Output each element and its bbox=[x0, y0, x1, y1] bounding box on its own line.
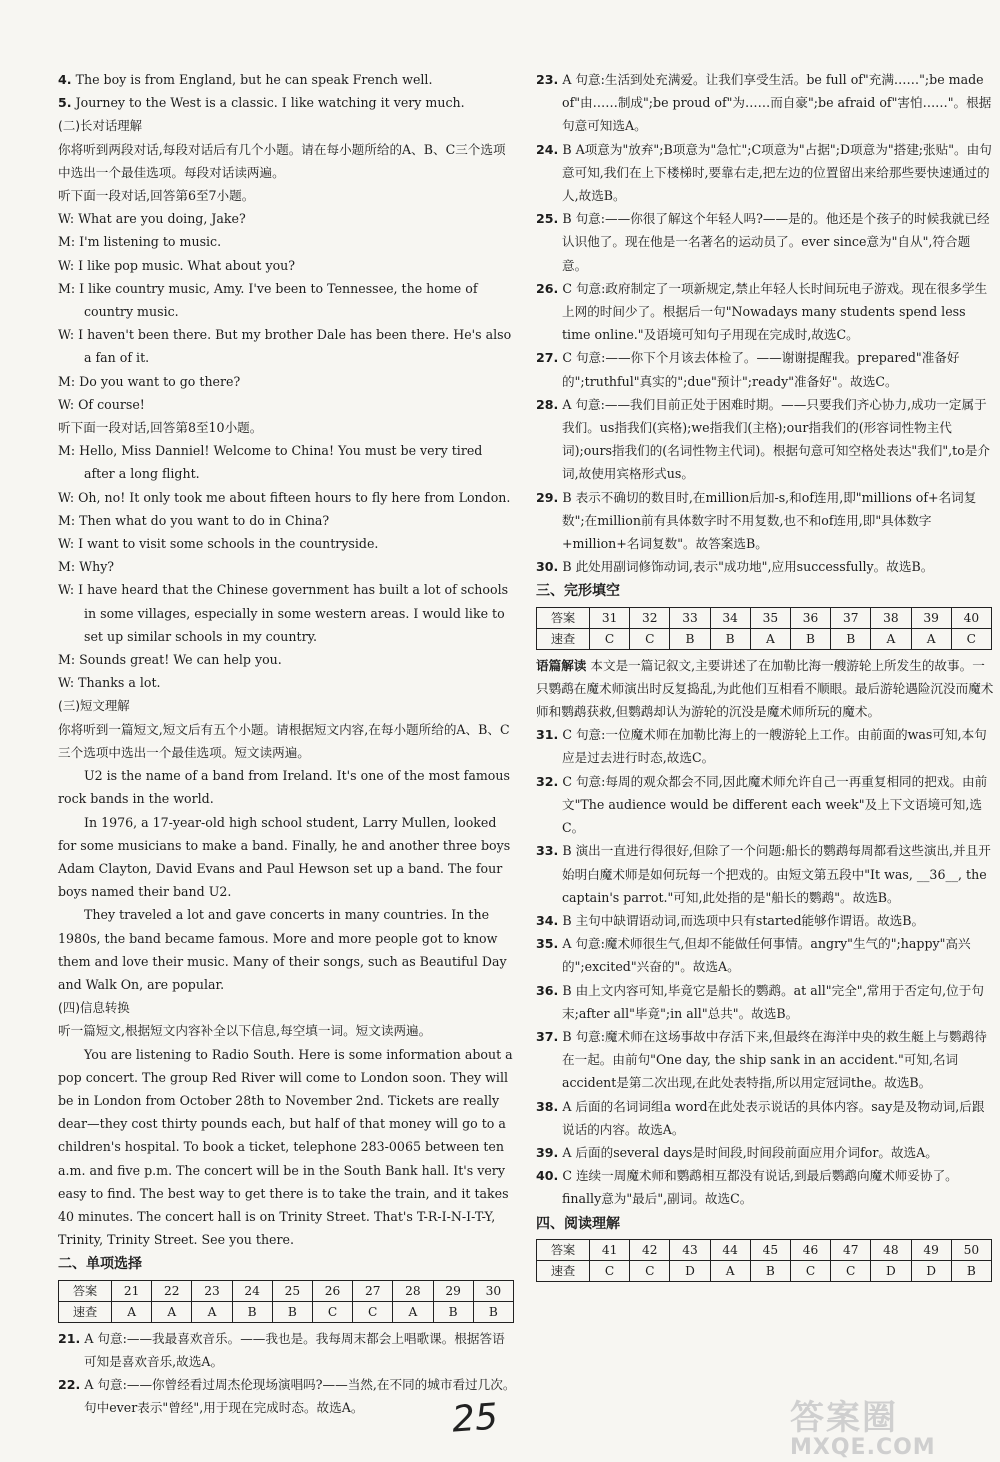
answer-explanation bbox=[536, 207, 994, 277]
item-number: 31. bbox=[536, 727, 559, 743]
item-number: 40. bbox=[536, 1168, 559, 1184]
dialogue-line bbox=[58, 277, 516, 323]
question-number-cell: 48 bbox=[871, 1239, 911, 1260]
answer-table bbox=[536, 1239, 992, 1282]
item-text: The boy is from England, but he can speak French well. bbox=[71, 72, 433, 87]
item-text: A 句意:——你曾经看过周杰伦现场演唱吗?——当然,在不同的城市看过几次。句中ever表示"曾经",用于现在完成时态。故选A。 bbox=[80, 1376, 516, 1416]
item-text: B 句意:——你很了解这个年轻人吗?——是的。他还是个孩子的时候我就已经认识他了。现在他是一名著名的运动员了。ever since意为"自从",符合题意。 bbox=[558, 211, 990, 273]
question-number-cell: 37 bbox=[831, 607, 871, 628]
answer-table bbox=[536, 607, 992, 650]
table-row bbox=[537, 607, 992, 628]
answer-cell: A bbox=[192, 1301, 232, 1322]
item-number: 27. bbox=[536, 350, 559, 366]
answer-explanation bbox=[536, 138, 994, 208]
item-number: 23. bbox=[536, 72, 559, 87]
item-text: W: I haven't been there. But my brother Dale has been there. He's also a fan of it. bbox=[58, 327, 512, 366]
item-text: B 演出一直进行得很好,但除了一个问题:船长的鹦鹉每周都看这些演出,并且开始明白魔术师是如何玩每一个把戏的。由短文第五段中"It was, __36__, the captain's parrot."可知,此处指的是"船长的鹦鹉"。故选B。 bbox=[558, 843, 991, 905]
question-number-cell: 49 bbox=[911, 1239, 951, 1260]
answer-explanation bbox=[536, 1025, 994, 1095]
answer-cell: C bbox=[312, 1301, 352, 1322]
item-text: M: Why? bbox=[58, 559, 115, 575]
answer-cell: A bbox=[152, 1301, 192, 1322]
question-number-cell: 50 bbox=[951, 1239, 991, 1260]
answer-cell: B bbox=[831, 628, 871, 649]
table-row bbox=[537, 1239, 992, 1260]
dialogue-line bbox=[58, 370, 516, 393]
dialogue-line bbox=[58, 509, 516, 532]
answer-cell: B bbox=[951, 1260, 991, 1281]
answer-explanation bbox=[536, 555, 994, 578]
item-text: (三)短文理解 bbox=[58, 698, 130, 714]
dialogue-line bbox=[58, 486, 516, 509]
question-number-cell: 29 bbox=[433, 1280, 473, 1301]
question-number-cell: 31 bbox=[590, 607, 630, 628]
answer-cell: A bbox=[911, 628, 951, 649]
answer-explanation bbox=[58, 91, 516, 114]
table-row bbox=[59, 1280, 514, 1301]
item-text: B 此处用副词修饰动词,表示"成功地",应用successfully。故选B。 bbox=[558, 559, 934, 575]
item-number: 5. bbox=[58, 95, 72, 111]
dialogue-line bbox=[58, 207, 516, 230]
passage-paragraph bbox=[58, 903, 516, 996]
dialogue-line bbox=[58, 254, 516, 277]
question-number-cell: 33 bbox=[670, 607, 710, 628]
row-label: 速查 bbox=[537, 1260, 590, 1281]
item-text: Journey to the West is a classic. I like watching it very much. bbox=[71, 95, 465, 111]
answer-explanation bbox=[536, 277, 994, 347]
item-text: A 后面的名词词组a word在此处表示说话的具体内容。say是及物动词,后跟说话的内容。故选A。 bbox=[558, 1098, 985, 1137]
row-label: 答案 bbox=[537, 607, 590, 628]
instruction-paragraph bbox=[536, 654, 994, 724]
dialogue-line bbox=[58, 393, 516, 416]
dialogue-line bbox=[58, 439, 516, 485]
question-number-cell: 43 bbox=[670, 1239, 710, 1260]
page-number: 25 bbox=[450, 1396, 500, 1441]
question-number-cell: 24 bbox=[232, 1280, 272, 1301]
right-column bbox=[536, 68, 994, 1286]
answer-cell: B bbox=[473, 1301, 513, 1322]
answer-cell: C bbox=[353, 1301, 393, 1322]
item-text: M: Sounds great! We can help you. bbox=[58, 652, 282, 668]
dialogue-line bbox=[58, 323, 516, 369]
answer-cell: C bbox=[630, 1260, 670, 1281]
answer-cell: D bbox=[871, 1260, 911, 1281]
item-number: 26. bbox=[536, 280, 559, 296]
answer-explanation bbox=[536, 909, 994, 932]
question-number-cell: 32 bbox=[630, 607, 670, 628]
item-text: C 句意:——你下个月该去体检了。——谢谢提醒我。prepared"准备好的";truthful"真实的";due"预计";ready"准备好"。故选C。 bbox=[558, 350, 960, 389]
answer-cell: A bbox=[750, 628, 790, 649]
passage-tag: 语篇解读 bbox=[536, 657, 587, 673]
watermark-logo bbox=[790, 1390, 990, 1460]
question-number-cell: 45 bbox=[750, 1239, 790, 1260]
item-text: U2 is the name of a band from Ireland. It's one of the most famous rock bands in the world. bbox=[58, 768, 510, 807]
item-text: B A项意为"放弃";B项意为"急忙";C项意为"占据";D项意为"搭建;张贴"。由句意可知,我们在上下楼梯时,要靠右走,把左边的位置留出来给那些要快速通过的人,故选B。 bbox=[558, 141, 992, 204]
item-number: 21. bbox=[58, 1330, 81, 1346]
item-text: M: I'm listening to music. bbox=[58, 234, 222, 250]
item-text: 本文是一篇记叙文,主要讲述了在加勒比海一艘游轮上所发生的故事。一只鹦鹉在魔术师演出时反复捣乱,为此他们互相看不顺眼。最后游轮遇险沉没而魔术师和鹦鹉获救,但鹦鹉却认为游轮的沉没是魔术师所玩的魔术。 bbox=[536, 657, 994, 720]
item-text: M: I like country music, Amy. I've been to Tennessee, the home of country music. bbox=[58, 280, 478, 320]
passage-paragraph bbox=[58, 764, 516, 810]
answer-cell: A bbox=[871, 628, 911, 649]
answer-explanation bbox=[536, 932, 994, 978]
question-number-cell: 25 bbox=[272, 1280, 312, 1301]
question-number-cell: 44 bbox=[710, 1239, 750, 1260]
dialogue-line bbox=[58, 671, 516, 694]
item-text: A 句意:生活到处充满爱。让我们享受生活。be full of"充满……";be made of"由……制成";be proud of"为……而自豪";be afraid of"害怕……"。根据句意可知选A。 bbox=[558, 72, 992, 134]
answer-cell: A bbox=[393, 1301, 433, 1322]
item-text: A 句意:——我最喜欢音乐。——我也是。我每周末都会上唱歌课。根据答语可知是喜欢音乐,故选A。 bbox=[80, 1330, 505, 1369]
instruction-paragraph bbox=[58, 718, 516, 764]
question-number-cell: 38 bbox=[871, 607, 911, 628]
table-row bbox=[537, 1260, 992, 1281]
item-text: M: Hello, Miss Danniel! Welcome to China! You must be very tired after a long flight. bbox=[58, 443, 483, 482]
item-text: M: Do you want to go there? bbox=[58, 373, 241, 389]
item-number: 4. bbox=[58, 72, 72, 87]
item-number: 33. bbox=[536, 843, 559, 859]
item-text: They traveled a lot and gave concerts in many countries. In the 1980s, the band became famous. More and more people got to know them and love their music. Many of their songs, such as Beautiful Day and Walk On, are popular. bbox=[58, 907, 507, 992]
item-text: B 由上文内容可知,毕竟它是船长的鹦鹉。at all"完全",常用于否定句,位于句末;after all"毕竟";in all"总共"。故选B。 bbox=[558, 982, 984, 1021]
watermark-line1: 答案圈 bbox=[790, 1398, 898, 1438]
answer-table bbox=[58, 1280, 514, 1323]
answer-cell: B bbox=[272, 1301, 312, 1322]
answer-explanation bbox=[58, 1373, 516, 1419]
item-number: 37. bbox=[536, 1028, 559, 1044]
subsection-heading bbox=[58, 694, 516, 717]
item-text: W: What are you doing, Jake? bbox=[58, 211, 246, 227]
item-text: 你将听到两段对话,每段对话后有几个小题。请在每小题所给的A、B、C三个选项中选出一个最佳选项。每段对话读两遍。 bbox=[58, 141, 506, 180]
answer-explanation bbox=[536, 68, 994, 138]
question-number-cell: 42 bbox=[630, 1239, 670, 1260]
answer-cell: C bbox=[831, 1260, 871, 1281]
answer-cell: C bbox=[790, 1260, 830, 1281]
item-text: B 表示不确切的数目时,在million后加-s,和of连用,即"millions of+名词复数";在million前有具体数字时不用复数,也不和of连用,即"具体数字+million+名词复数"。故答案选B。 bbox=[558, 489, 977, 552]
item-number: 35. bbox=[536, 936, 559, 952]
dialogue-line bbox=[58, 578, 516, 648]
item-text: 你将听到一篇短文,短文后有五个小题。请根据短文内容,在每小题所给的A、B、C三个选项中选出一个最佳选项。短文读两遍。 bbox=[58, 721, 510, 760]
item-number: 24. bbox=[536, 141, 559, 157]
answer-cell: A bbox=[112, 1301, 152, 1322]
answer-cell: C bbox=[630, 628, 670, 649]
question-number-cell: 34 bbox=[710, 607, 750, 628]
question-number-cell: 39 bbox=[911, 607, 951, 628]
table-row bbox=[537, 628, 992, 649]
answer-cell: B bbox=[790, 628, 830, 649]
item-number: 38. bbox=[536, 1098, 559, 1114]
question-number-cell: 23 bbox=[192, 1280, 232, 1301]
section-heading bbox=[536, 580, 994, 603]
item-text: W: I like pop music. What about you? bbox=[58, 257, 296, 273]
answer-explanation bbox=[58, 1327, 516, 1373]
question-number-cell: 22 bbox=[152, 1280, 192, 1301]
question-number-cell: 47 bbox=[831, 1239, 871, 1260]
question-number-cell: 27 bbox=[353, 1280, 393, 1301]
item-number: 32. bbox=[536, 773, 559, 789]
item-text: A 句意:——我们目前正处于困难时期。——只要我们齐心协力,成功一定属于我们。us指我们(宾格);we指我们(主格);our指我们的(形容词性物主代词);ours指我们的(名词性物主代词)。根据句意可知空格处表达"我们",to是介词,故使用宾格形式us。 bbox=[558, 396, 991, 482]
answer-explanation bbox=[536, 1141, 994, 1164]
item-text: C 句意:每周的观众都会不同,因此魔术师允许自己一再重复相同的把戏。由前文"The audience would be different each week"及上下文语境可知,选C。 bbox=[558, 773, 988, 836]
dialogue-line bbox=[58, 230, 516, 253]
answer-explanation bbox=[536, 1164, 994, 1210]
answer-cell: C bbox=[951, 628, 991, 649]
answer-explanation bbox=[536, 723, 994, 769]
answer-cell: A bbox=[710, 1260, 750, 1281]
item-number: 36. bbox=[536, 982, 559, 998]
answer-explanation bbox=[536, 393, 994, 486]
item-text: 听下面一段对话,回答第8至10小题。 bbox=[58, 420, 263, 436]
instruction-paragraph bbox=[58, 184, 516, 207]
item-number: 28. bbox=[536, 396, 559, 412]
instruction-paragraph bbox=[58, 138, 516, 184]
answer-explanation bbox=[536, 979, 994, 1025]
item-text: 听一篇短文,根据短文内容补全以下信息,每空填一词。短文读两遍。 bbox=[58, 1023, 432, 1039]
item-text: C 句意:一位魔术师在加勒比海上的一艘游轮上工作。由前面的was可知,本句应是过去进行时态,故选C。 bbox=[558, 727, 987, 766]
item-text: A 句意:魔术师很生气,但却不能做任何事情。angry"生气的";happy"高兴的";excited"兴奋的"。故选A。 bbox=[558, 936, 971, 975]
item-number: 25. bbox=[536, 211, 559, 227]
item-text: A 后面的several days是时间段,时间段前面应用介词for。故选A。 bbox=[558, 1144, 938, 1160]
watermark-line2: MXQE.COM bbox=[790, 1435, 936, 1460]
item-text: M: Then what do you want to do in China? bbox=[58, 512, 330, 528]
answer-explanation bbox=[536, 1095, 994, 1141]
row-label: 答案 bbox=[537, 1239, 590, 1260]
item-text: W: I want to visit some schools in the countryside. bbox=[58, 536, 379, 552]
dialogue-line bbox=[58, 532, 516, 555]
section-heading bbox=[58, 1253, 516, 1276]
row-label: 速查 bbox=[59, 1301, 112, 1322]
item-number: 22. bbox=[58, 1376, 81, 1392]
question-number-cell: 36 bbox=[790, 607, 830, 628]
instruction-paragraph bbox=[58, 1019, 516, 1042]
item-text: 听下面一段对话,回答第6至7小题。 bbox=[58, 188, 255, 204]
question-number-cell: 35 bbox=[750, 607, 790, 628]
answer-cell: D bbox=[670, 1260, 710, 1281]
item-text: 二、单项选择 bbox=[58, 1256, 142, 1273]
section-heading bbox=[536, 1213, 994, 1236]
answer-cell: D bbox=[911, 1260, 951, 1281]
answer-cell: C bbox=[590, 628, 630, 649]
question-number-cell: 46 bbox=[790, 1239, 830, 1260]
item-text: In 1976, a 17-year-old high school student, Larry Mullen, looked for some musicians to make a band. Finally, he and another three boys Adam Clayton, David Evans and Paul Hewson set up a band. The four boys named their band U2. bbox=[58, 814, 511, 900]
item-number: 34. bbox=[536, 912, 559, 928]
item-number: 39. bbox=[536, 1144, 559, 1160]
answer-cell: B bbox=[232, 1301, 272, 1322]
item-text: C 连续一周魔术师和鹦鹉相互都没有说话,到最后鹦鹉向魔术师妥协了。finally意为"最后",副词。故选C。 bbox=[558, 1168, 958, 1207]
answer-cell: C bbox=[590, 1260, 630, 1281]
answer-cell: B bbox=[750, 1260, 790, 1281]
item-text: 三、完形填空 bbox=[536, 583, 620, 600]
item-text: (二)长对话理解 bbox=[58, 118, 143, 134]
question-number-cell: 41 bbox=[590, 1239, 630, 1260]
passage-paragraph bbox=[58, 811, 516, 904]
left-column bbox=[58, 68, 516, 1419]
item-number: 30. bbox=[536, 559, 559, 575]
answer-explanation bbox=[536, 770, 994, 840]
row-label: 答案 bbox=[59, 1280, 112, 1301]
item-text: B 主句中缺谓语动词,而选项中只有started能够作谓语。故选B。 bbox=[558, 912, 925, 928]
answer-explanation bbox=[58, 68, 516, 91]
item-text: B 句意:魔术师在这场事故中存活下来,但最终在海洋中央的救生艇上与鹦鹉待在一起。由前句"One day, the ship sank in an accident."可知,名词accident是第二次出现,在此处表特指,所以用定冠词the。故选B。 bbox=[558, 1028, 987, 1091]
item-text: W: Oh, no! It only took me about fifteen hours to fly here from London. bbox=[58, 489, 511, 505]
answer-explanation bbox=[536, 839, 994, 909]
question-number-cell: 21 bbox=[112, 1280, 152, 1301]
item-text: (四)信息转换 bbox=[58, 1000, 130, 1016]
instruction-paragraph bbox=[58, 416, 516, 439]
table-row bbox=[59, 1301, 514, 1322]
dialogue-line bbox=[58, 555, 516, 578]
question-number-cell: 40 bbox=[951, 607, 991, 628]
row-label: 速查 bbox=[537, 628, 590, 649]
answer-explanation bbox=[536, 486, 994, 556]
question-number-cell: 30 bbox=[473, 1280, 513, 1301]
answer-cell: B bbox=[433, 1301, 473, 1322]
question-number-cell: 28 bbox=[393, 1280, 433, 1301]
dialogue-line bbox=[58, 648, 516, 671]
answer-explanation bbox=[536, 346, 994, 392]
question-number-cell: 26 bbox=[312, 1280, 352, 1301]
item-text: C 句意:政府制定了一项新规定,禁止年轻人长时间玩电子游戏。现在很多学生上网的时间少了。根据后一句"Nowadays many students spend less time online."及语境可知句子用现在完成时,故选C。 bbox=[558, 280, 988, 343]
item-number: 29. bbox=[536, 489, 559, 505]
answer-cell: B bbox=[710, 628, 750, 649]
passage-paragraph bbox=[58, 1043, 516, 1252]
subsection-heading bbox=[58, 114, 516, 137]
answer-cell: B bbox=[670, 628, 710, 649]
subsection-heading bbox=[58, 996, 516, 1019]
item-text: W: Of course! bbox=[58, 396, 145, 412]
item-text: W: Thanks a lot. bbox=[58, 675, 161, 691]
item-text: 四、阅读理解 bbox=[536, 1215, 620, 1232]
item-text: W: I have heard that the Chinese government has built a lot of schools in some villages, especially in some western areas. I would like to set up similar schools in my country. bbox=[58, 582, 509, 644]
item-text: You are listening to Radio South. Here is some information about a pop concert. The group Red River will come to London soon. They will be in London from October 28th to November 2nd. Tickets are really dear—they cost thirty pounds each, but half of that money will go to a children's hospital. To book a ticket, telephone 283-0065 between ten a.m. and five p.m. The concert will be in the South Bank hall. It's very easy to find. The best way to get there is to take the train, and it takes 40 minutes. The concert hall is on Trinity Street. That's T-R-I-N-I-T-Y, Trinity, Trinity Street. See you there. bbox=[58, 1046, 513, 1248]
